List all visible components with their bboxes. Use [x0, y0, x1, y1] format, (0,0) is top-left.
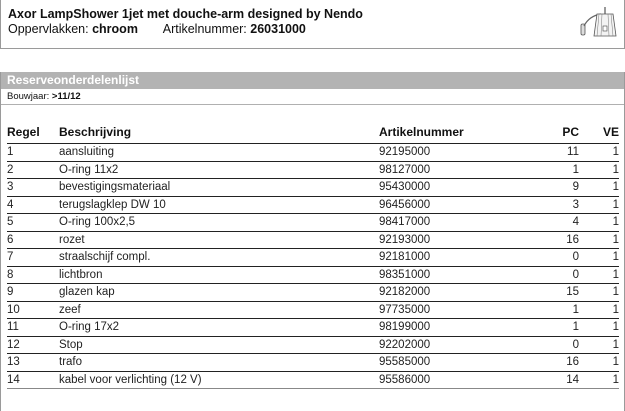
cell-ve: 1 [579, 161, 619, 179]
cell-artikelnummer[interactable]: 98351000 [379, 266, 527, 284]
cell-artikelnummer[interactable]: 97735000 [379, 301, 527, 319]
article-label: Artikelnummer: [162, 22, 247, 36]
cell-ve: 1 [579, 284, 619, 302]
cell-pc: 1 [527, 319, 579, 337]
cell-beschrijving: straalschijf compl. [59, 249, 379, 267]
lamp-shower-product-image [579, 6, 619, 40]
cell-pc: 1 [527, 301, 579, 319]
cell-beschrijving: bevestigingsmateriaal [59, 179, 379, 197]
cell-regel: 2 [7, 161, 59, 179]
cell-beschrijving: trafo [59, 354, 379, 372]
cell-regel: 11 [7, 319, 59, 337]
table-row [7, 144, 619, 162]
cell-beschrijving: terugslagklep DW 10 [59, 196, 379, 214]
surface-label: Oppervlakken: [8, 22, 89, 36]
cell-artikelnummer[interactable]: 92182000 [379, 284, 527, 302]
cell-ve: 1 [579, 196, 619, 214]
cell-beschrijving: rozet [59, 231, 379, 249]
cell-pc: 11 [527, 144, 579, 162]
table-row [7, 371, 619, 389]
cell-beschrijving: Stop [59, 336, 379, 354]
table-row [7, 231, 619, 249]
cell-regel: 1 [7, 144, 59, 162]
cell-beschrijving: aansluiting [59, 144, 379, 162]
table-row [7, 284, 619, 302]
cell-regel: 5 [7, 214, 59, 232]
cell-ve: 1 [579, 179, 619, 197]
cell-ve: 1 [579, 144, 619, 162]
table-header-row [7, 121, 619, 144]
spare-parts-section [0, 72, 625, 411]
table-row [7, 336, 619, 354]
spare-parts-table [7, 121, 619, 389]
cell-pc: 15 [527, 284, 579, 302]
header-beschrijving: Beschrijving [59, 121, 379, 144]
cell-beschrijving: glazen kap [59, 284, 379, 302]
cell-pc: 1 [527, 161, 579, 179]
product-title: Axor LampShower 1jet met douche-arm designed by Nendo [8, 7, 363, 21]
section-title: Reserveonderdelenlijst [1, 72, 624, 89]
table-row [7, 214, 619, 232]
article-value: 26031000 [250, 22, 306, 36]
table-row [7, 249, 619, 267]
cell-regel: 4 [7, 196, 59, 214]
table-row [7, 196, 619, 214]
cell-ve: 1 [579, 371, 619, 389]
cell-regel: 14 [7, 371, 59, 389]
cell-artikelnummer[interactable]: 98417000 [379, 214, 527, 232]
header-ve: VE [579, 121, 619, 144]
cell-ve: 1 [579, 336, 619, 354]
table-row [7, 266, 619, 284]
cell-ve: 1 [579, 231, 619, 249]
table-row [7, 354, 619, 372]
cell-pc: 0 [527, 266, 579, 284]
cell-beschrijving: kabel voor verlichting (12 V) [59, 371, 379, 389]
cell-beschrijving: zeef [59, 301, 379, 319]
cell-artikelnummer[interactable]: 95585000 [379, 354, 527, 372]
cell-beschrijving: lichtbron [59, 266, 379, 284]
cell-regel: 10 [7, 301, 59, 319]
cell-beschrijving: O-ring 100x2,5 [59, 214, 379, 232]
table-row [7, 301, 619, 319]
cell-ve: 1 [579, 266, 619, 284]
build-year-value: >11/12 [51, 91, 81, 102]
build-year-label: Bouwjaar: [7, 91, 50, 102]
surface-value: chroom [92, 22, 138, 36]
cell-pc: 0 [527, 249, 579, 267]
cell-artikelnummer[interactable]: 92181000 [379, 249, 527, 267]
cell-ve: 1 [579, 249, 619, 267]
cell-ve: 1 [579, 319, 619, 337]
cell-ve: 1 [579, 301, 619, 319]
cell-regel: 8 [7, 266, 59, 284]
cell-artikelnummer[interactable]: 92195000 [379, 144, 527, 162]
cell-artikelnummer[interactable]: 95430000 [379, 179, 527, 197]
product-header [0, 0, 625, 49]
header-pc: PC [527, 121, 579, 144]
cell-artikelnummer[interactable]: 92202000 [379, 336, 527, 354]
header-artikelnummer: Artikelnummer [379, 121, 527, 144]
cell-beschrijving: O-ring 17x2 [59, 319, 379, 337]
cell-ve: 1 [579, 354, 619, 372]
header-regel: Regel [7, 121, 59, 144]
cell-artikelnummer[interactable]: 95586000 [379, 371, 527, 389]
cell-pc: 0 [527, 336, 579, 354]
table-row [7, 179, 619, 197]
product-meta [8, 22, 306, 36]
cell-pc: 9 [527, 179, 579, 197]
cell-regel: 6 [7, 231, 59, 249]
cell-regel: 7 [7, 249, 59, 267]
cell-artikelnummer[interactable]: 92193000 [379, 231, 527, 249]
cell-beschrijving: O-ring 11x2 [59, 161, 379, 179]
cell-regel: 3 [7, 179, 59, 197]
table-row [7, 319, 619, 337]
table-row [7, 161, 619, 179]
cell-artikelnummer[interactable]: 98127000 [379, 161, 527, 179]
cell-pc: 4 [527, 214, 579, 232]
cell-regel: 12 [7, 336, 59, 354]
cell-pc: 16 [527, 231, 579, 249]
build-year [1, 89, 624, 105]
cell-artikelnummer[interactable]: 96456000 [379, 196, 527, 214]
cell-ve: 1 [579, 214, 619, 232]
cell-pc: 14 [527, 371, 579, 389]
cell-regel: 9 [7, 284, 59, 302]
cell-regel: 13 [7, 354, 59, 372]
cell-pc: 16 [527, 354, 579, 372]
cell-pc: 3 [527, 196, 579, 214]
cell-artikelnummer[interactable]: 98199000 [379, 319, 527, 337]
